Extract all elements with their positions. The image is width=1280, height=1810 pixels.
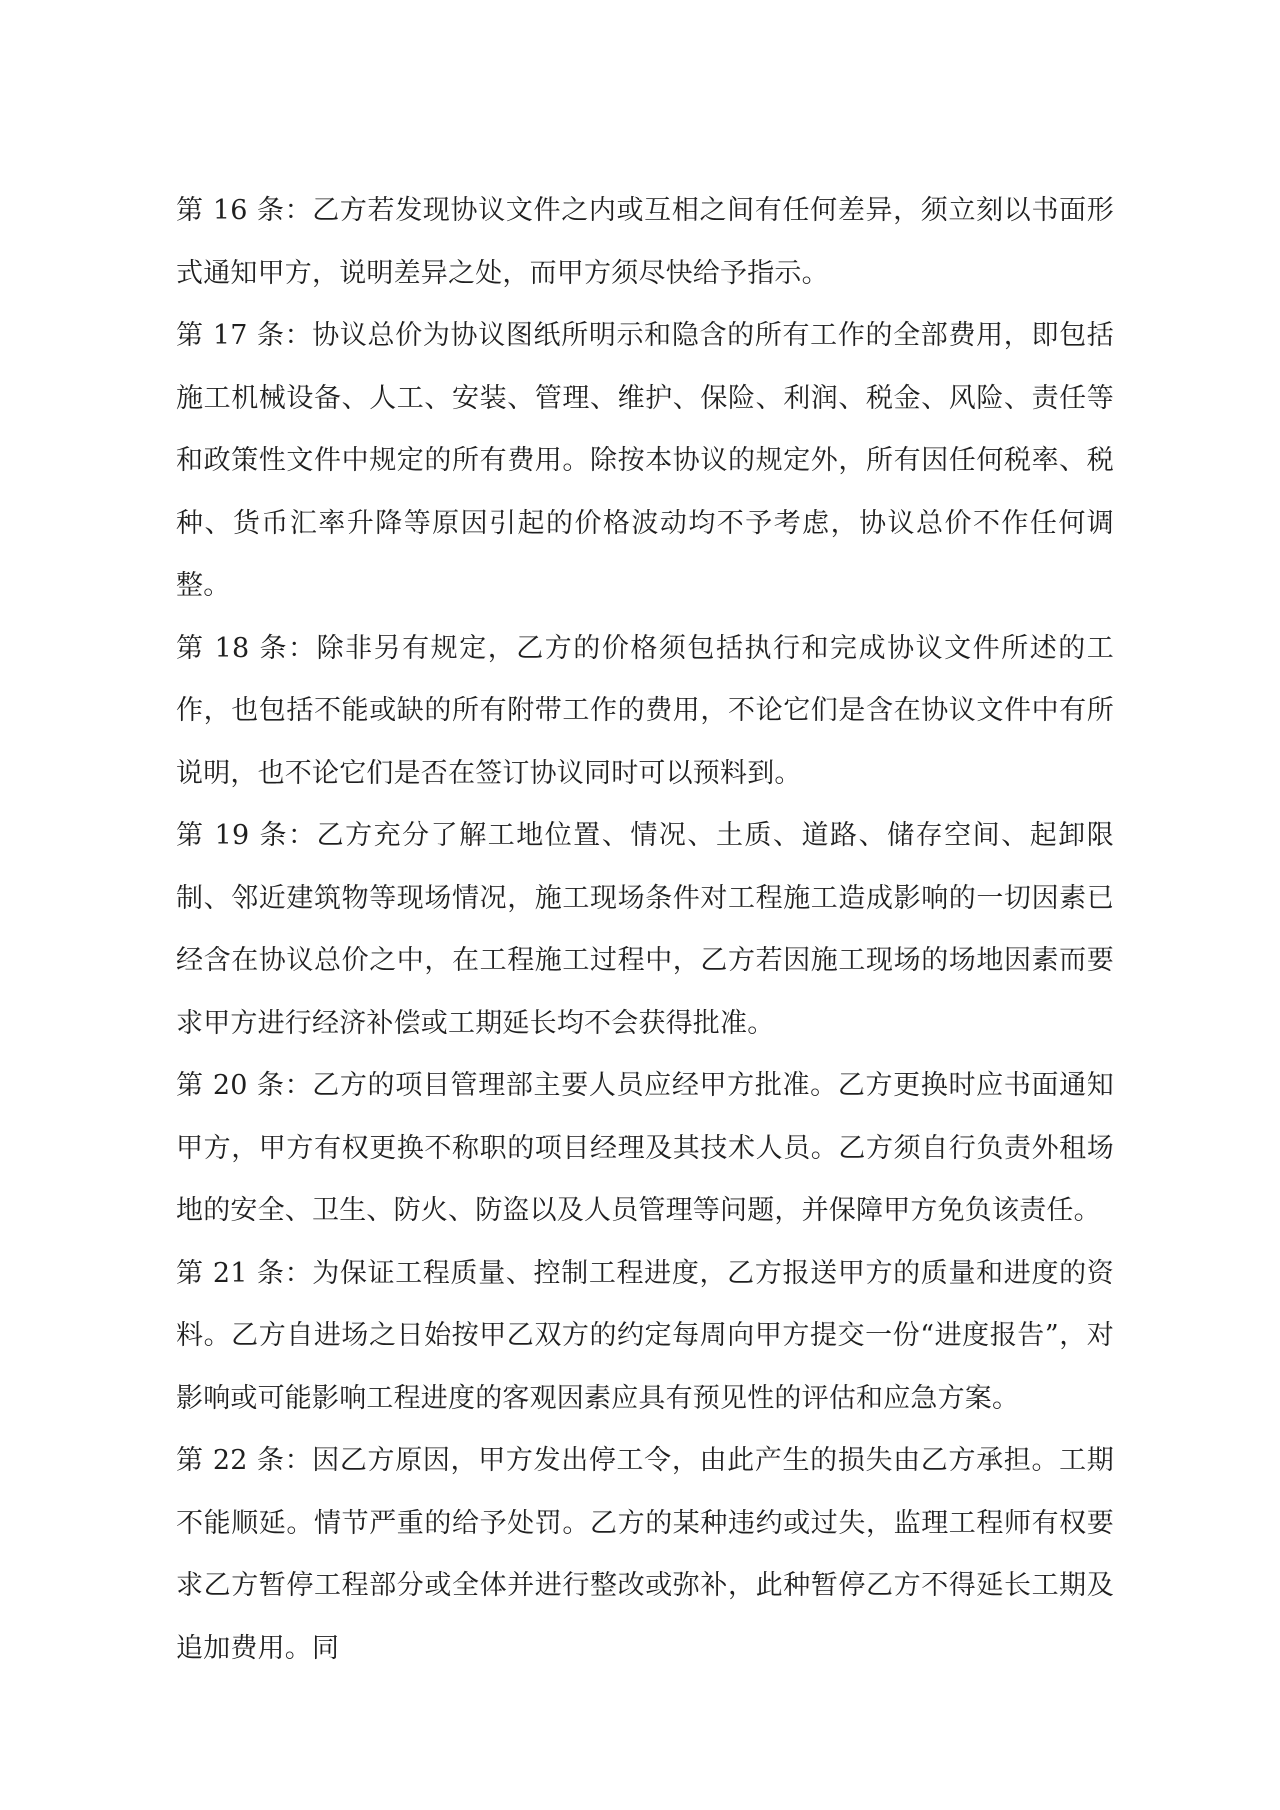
- article-label: 第 16 条：: [176, 195, 313, 226]
- article-text: 因乙方原因，甲方发出停工令，由此产生的损失由乙方承担。工期不能顺延。情节严重的给予处罚。乙方的某种违约或过失，监理工程师有权要求乙方暂停工程部分或全体并进行整改或弥补，此种暂停乙方不得延长工期及追加费用。同: [176, 1445, 1114, 1664]
- article-text: 除非另有规定，乙方的价格须包括执行和完成协议文件所述的工作，也包括不能或缺的所有附带工作的费用，不论它们是含在协议文件中有所说明，也不论它们是否在签订协议同时可以预料到。: [176, 632, 1114, 789]
- article-label: 第 20 条：: [176, 1070, 313, 1101]
- article-label: 第 21 条：: [176, 1257, 313, 1289]
- document-page: [176, 180, 1114, 1680]
- article-label: 第 19 条：: [176, 820, 317, 851]
- article-22: [176, 1430, 1114, 1680]
- article-21: [176, 1243, 1114, 1431]
- article-text: 乙方的项目管理部主要人员应经甲方批准。乙方更换时应书面通知甲方，甲方有权更换不称职的项目经理及其技术人员。乙方须自行负责外租场地的安全、卫生、防火、防盗以及人员管理等问题，并保障甲方免负该责任。: [176, 1070, 1114, 1226]
- article-text: 乙方若发现协议文件之内或互相之间有任何差异，须立刻以书面形式通知甲方，说明差异之处，而甲方须尽快给予指示。: [176, 195, 1114, 289]
- article-18: [176, 618, 1114, 806]
- article-19: [176, 805, 1114, 1055]
- article-16: [176, 180, 1114, 305]
- article-label: 第 18 条：: [176, 632, 317, 664]
- article-20: [176, 1055, 1114, 1243]
- article-label: 第 22 条：: [176, 1445, 313, 1476]
- article-text: 协议总价为协议图纸所明示和隐含的所有工作的全部费用，即包括施工机械设备、人工、安装、管理、维护、保险、利润、税金、风险、责任等和政策性文件中规定的所有费用。除按本协议的规定外，所有因任何税率、税种、货币汇率升降等原因引起的价格波动均不予考虑，协议总价不作任何调整。: [176, 320, 1114, 601]
- article-text: 为保证工程质量、控制工程进度，乙方报送甲方的质量和进度的资料。乙方自进场之日始按甲乙双方的约定每周向甲方提交一份“进度报告”，对影响或可能影响工程进度的客观因素应具有预见性的评估和应急方案。: [176, 1257, 1114, 1414]
- article-label: 第 17 条：: [176, 320, 313, 351]
- article-17: [176, 305, 1114, 618]
- article-text: 乙方充分了解工地位置、情况、土质、道路、储存空间、起卸限制、邻近建筑物等现场情况，施工现场条件对工程施工造成影响的一切因素已经含在协议总价之中，在工程施工过程中，乙方若因施工现场的场地因素而要求甲方进行经济补偿或工期延长均不会获得批准。: [176, 820, 1114, 1039]
